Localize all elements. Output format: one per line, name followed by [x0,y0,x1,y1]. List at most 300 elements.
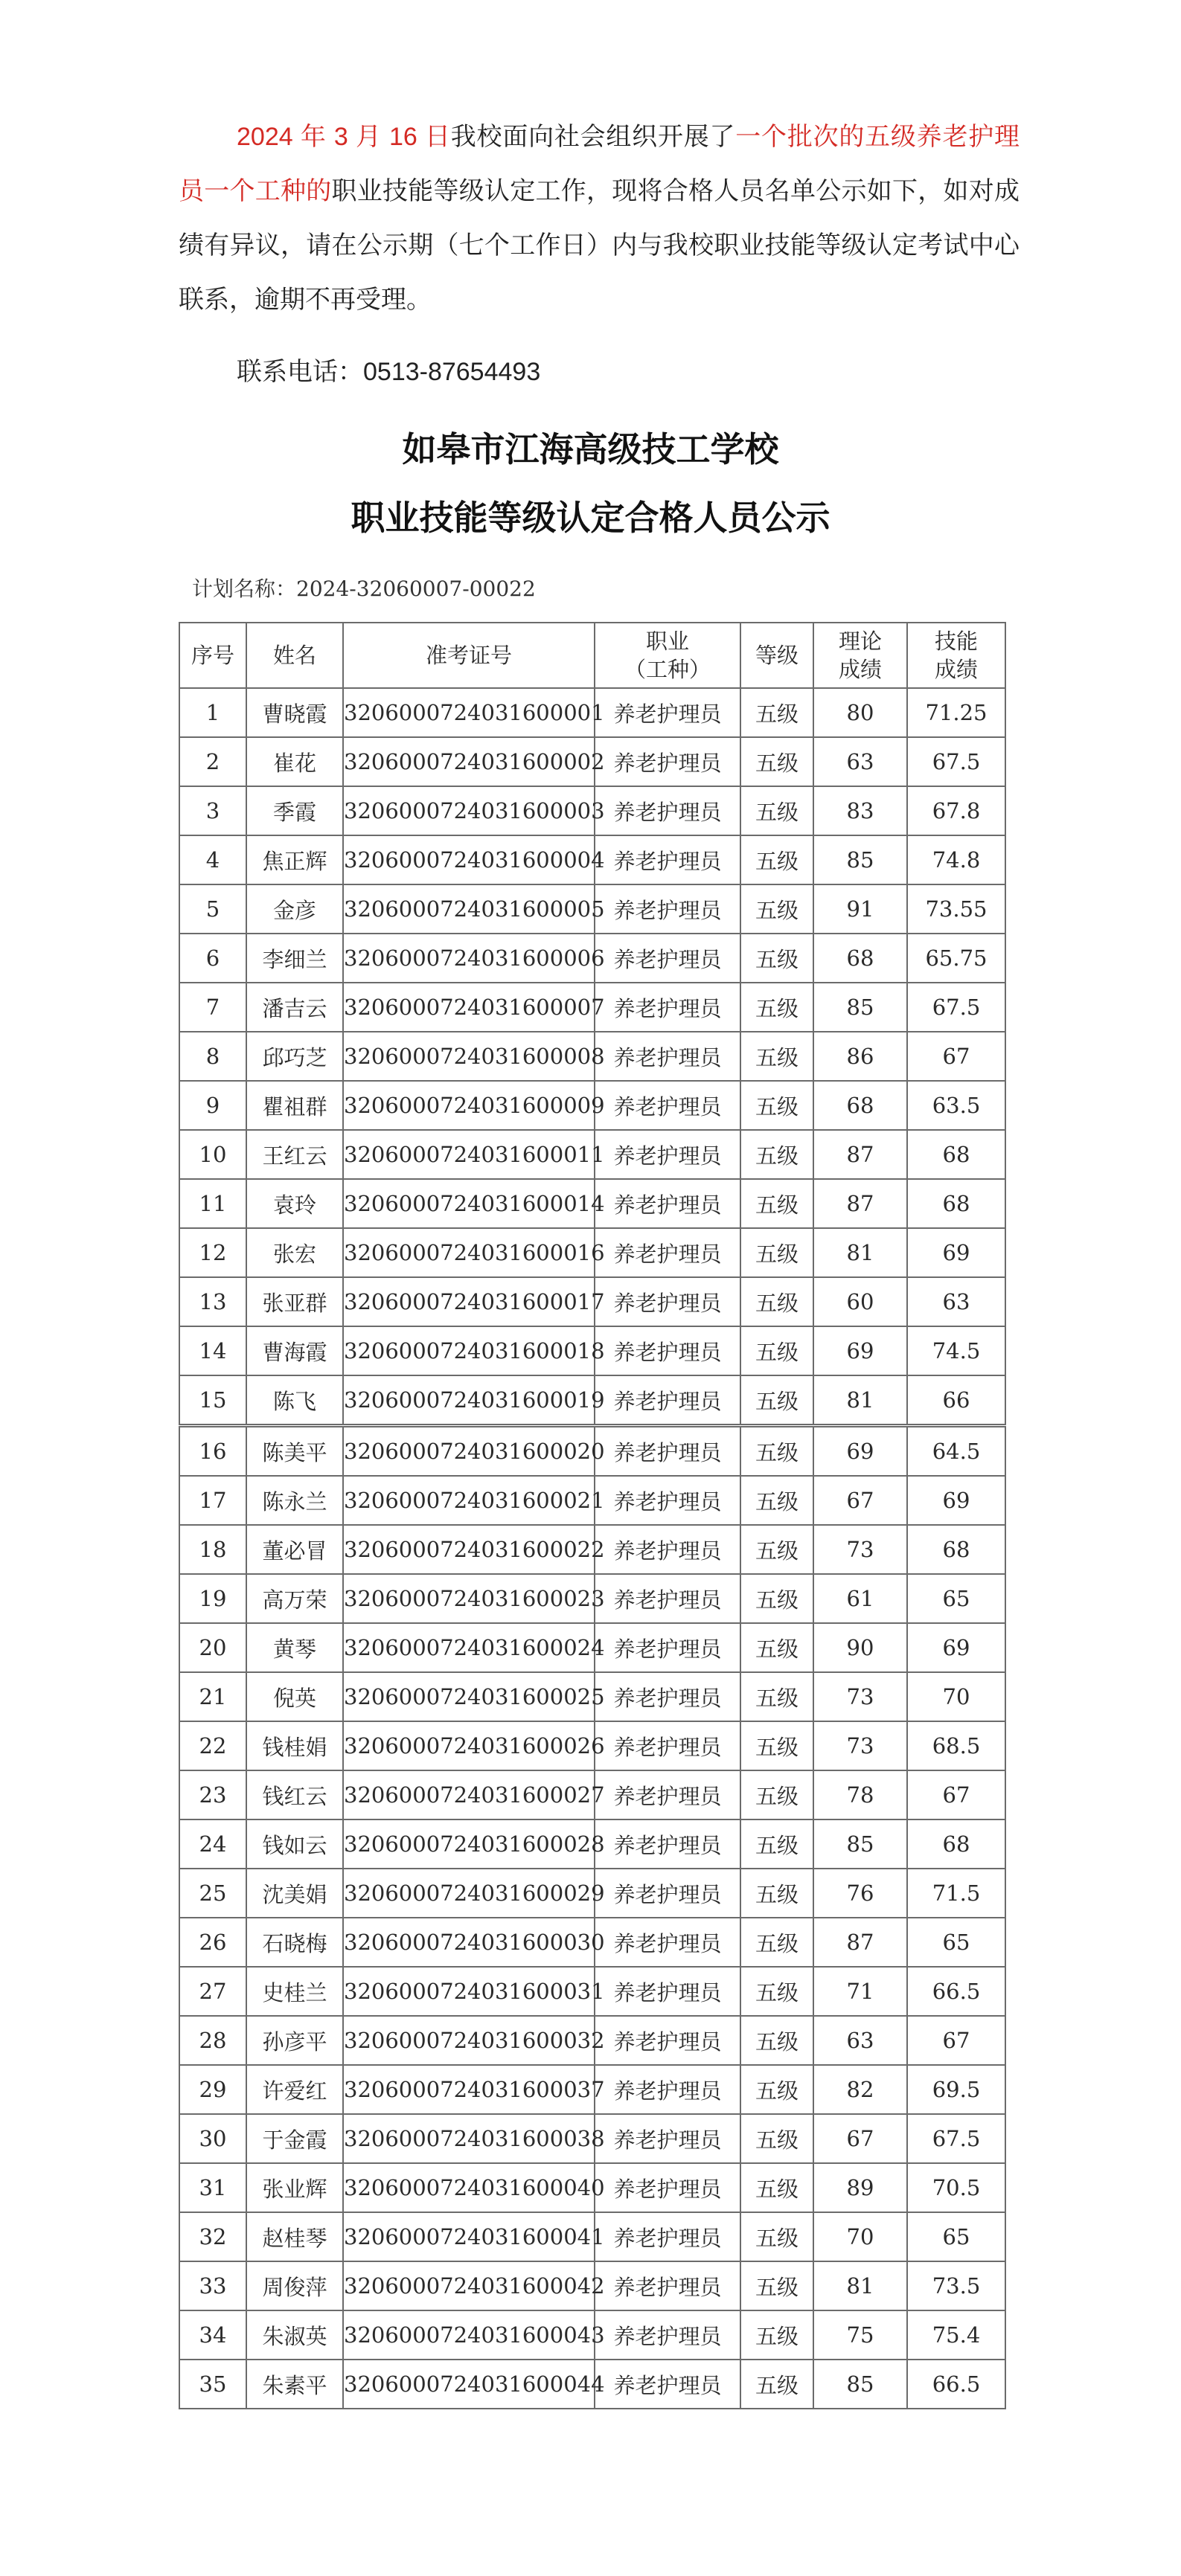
header-name: 姓名 [246,623,343,688]
notice-highlight: 一个批次的五级养老护理员一个工种的 [179,122,1020,206]
cell-occupation: 养老护理员 [595,1918,740,1967]
cell-index: 24 [179,1819,246,1869]
cell-index: 13 [179,1277,246,1326]
cell-index: 15 [179,1375,246,1426]
cell-level: 五级 [740,1081,813,1130]
cell-exam-number: 3206000724031600037 [343,2065,595,2114]
cell-index: 27 [179,1967,246,2016]
cell-skill-score: 67.5 [907,983,1005,1032]
cell-index: 28 [179,2016,246,2065]
cell-occupation: 养老护理员 [595,983,740,1032]
header-level: 等级 [740,623,813,688]
cell-skill-score: 71.25 [907,688,1005,737]
cell-name: 钱如云 [246,1819,343,1869]
cell-theory-score: 81 [813,1375,907,1426]
cell-exam-number: 3206000724031600019 [343,1375,595,1426]
cell-theory-score: 69 [813,1326,907,1375]
cell-occupation: 养老护理员 [595,1672,740,1721]
cell-exam-number: 3206000724031600040 [343,2163,595,2212]
cell-theory-score: 67 [813,2114,907,2163]
cell-exam-number: 3206000724031600027 [343,1770,595,1819]
cell-occupation: 养老护理员 [595,1721,740,1770]
table-row [179,1130,1005,1179]
cell-name: 陈永兰 [246,1476,343,1525]
contact-phone: 0513-87654493 [363,358,541,386]
cell-skill-score: 71.5 [907,1869,1005,1918]
cell-name: 焦正辉 [246,835,343,884]
cell-theory-score: 69 [813,1426,907,1477]
cell-level: 五级 [740,1623,813,1672]
cell-index: 23 [179,1770,246,1819]
cell-index: 21 [179,1672,246,1721]
cell-index: 34 [179,2310,246,2360]
cell-name: 史桂兰 [246,1967,343,2016]
cell-skill-score: 67.5 [907,737,1005,786]
table-row [179,1426,1005,1477]
cell-level: 五级 [740,1967,813,2016]
cell-theory-score: 68 [813,934,907,983]
table-row [179,1770,1005,1819]
cell-skill-score: 67 [907,2016,1005,2065]
cell-level: 五级 [740,1032,813,1081]
cell-theory-score: 70 [813,2212,907,2261]
cell-name: 曹海霞 [246,1326,343,1375]
cell-theory-score: 85 [813,1819,907,1869]
cell-name: 袁玲 [246,1179,343,1228]
cell-index: 5 [179,884,246,934]
table-row [179,884,1005,934]
cell-name: 董必冒 [246,1525,343,1574]
table-row [179,688,1005,737]
cell-level: 五级 [740,2114,813,2163]
header-skill-line2: 成绩 [934,657,978,682]
cell-level: 五级 [740,2360,813,2409]
cell-index: 26 [179,1918,246,1967]
cell-theory-score: 83 [813,786,907,835]
cell-exam-number: 3206000724031600029 [343,1869,595,1918]
table-row [179,1081,1005,1130]
notice-text-2: 职业技能等级认定工作，现将合格人员名单公示如下，如对成绩有异议，请在公示期（七个工作日）内与我校职业技能等级认定考试中心联系，逾期不再受理。 [179,176,1020,315]
cell-exam-number: 3206000724031600011 [343,1130,595,1179]
cell-exam-number: 3206000724031600003 [343,786,595,835]
cell-name: 潘吉云 [246,983,343,1032]
cell-exam-number: 3206000724031600018 [343,1326,595,1375]
cell-occupation: 养老护理员 [595,1770,740,1819]
cell-level: 五级 [740,1819,813,1869]
table-row [179,2261,1005,2310]
cell-theory-score: 73 [813,1525,907,1574]
cell-theory-score: 87 [813,1179,907,1228]
cell-name: 李细兰 [246,934,343,983]
cell-level: 五级 [740,1277,813,1326]
cell-level: 五级 [740,835,813,884]
cell-level: 五级 [740,1721,813,1770]
contact-label: 联系电话： [237,357,363,387]
cell-level: 五级 [740,2163,813,2212]
cell-index: 31 [179,2163,246,2212]
header-skill-score [907,623,1005,688]
contact-line [237,350,540,394]
cell-name: 钱红云 [246,1770,343,1819]
cell-exam-number: 3206000724031600028 [343,1819,595,1869]
cell-occupation: 养老护理员 [595,2114,740,2163]
cell-level: 五级 [740,2016,813,2065]
cell-occupation: 养老护理员 [595,2212,740,2261]
table-row [179,1375,1005,1426]
cell-exam-number: 3206000724031600002 [343,737,595,786]
cell-level: 五级 [740,1375,813,1426]
cell-exam-number: 3206000724031600017 [343,1277,595,1326]
cell-occupation: 养老护理员 [595,1326,740,1375]
cell-occupation: 养老护理员 [595,1228,740,1277]
cell-skill-score: 63 [907,1277,1005,1326]
cell-skill-score: 67.8 [907,786,1005,835]
header-occupation-line1: 职业 [645,629,689,654]
cell-skill-score: 68 [907,1819,1005,1869]
header-skill-line1: 技能 [934,629,978,654]
cell-index: 32 [179,2212,246,2261]
cell-exam-number: 3206000724031600004 [343,835,595,884]
cell-skill-score: 64.5 [907,1426,1005,1477]
cell-skill-score: 65 [907,2212,1005,2261]
cell-skill-score: 63.5 [907,1081,1005,1130]
cell-occupation: 养老护理员 [595,1130,740,1179]
cell-skill-score: 65 [907,1918,1005,1967]
cell-level: 五级 [740,1574,813,1623]
cell-index: 33 [179,2261,246,2310]
cell-name: 钱桂娟 [246,1721,343,1770]
cell-index: 6 [179,934,246,983]
cell-level: 五级 [740,2065,813,2114]
cell-exam-number: 3206000724031600016 [343,1228,595,1277]
table-header-row [179,623,1005,688]
table-row [179,1623,1005,1672]
table-row [179,1525,1005,1574]
cell-name: 陈美平 [246,1426,343,1477]
cell-theory-score: 85 [813,835,907,884]
table-row [179,1476,1005,1525]
cell-theory-score: 85 [813,2360,907,2409]
cell-index: 7 [179,983,246,1032]
cell-theory-score: 68 [813,1081,907,1130]
cell-level: 五级 [740,983,813,1032]
header-occupation-line2: （工种） [624,657,711,682]
cell-level: 五级 [740,1326,813,1375]
cell-name: 赵桂琴 [246,2212,343,2261]
cell-name: 黄琴 [246,1623,343,1672]
plan-name: 计划名称：2024-32060007-00022 [192,576,536,601]
cell-name: 孙彦平 [246,2016,343,2065]
cell-index: 18 [179,1525,246,1574]
cell-exam-number: 3206000724031600043 [343,2310,595,2360]
cell-skill-score: 65.75 [907,934,1005,983]
cell-occupation: 养老护理员 [595,786,740,835]
cell-theory-score: 91 [813,884,907,934]
cell-theory-score: 67 [813,1476,907,1525]
cell-index: 11 [179,1179,246,1228]
table-row [179,1967,1005,2016]
table-row [179,1032,1005,1081]
cell-index: 3 [179,786,246,835]
cell-name: 朱淑英 [246,2310,343,2360]
cell-level: 五级 [740,1869,813,1918]
cell-occupation: 养老护理员 [595,1476,740,1525]
header-index: 序号 [179,623,246,688]
table-row [179,2114,1005,2163]
cell-theory-score: 75 [813,2310,907,2360]
cell-occupation: 养老护理员 [595,1277,740,1326]
cell-exam-number: 3206000724031600030 [343,1918,595,1967]
cell-exam-number: 3206000724031600031 [343,1967,595,2016]
cell-level: 五级 [740,1130,813,1179]
cell-skill-score: 66 [907,1375,1005,1426]
cell-occupation: 养老护理员 [595,737,740,786]
cell-skill-score: 69 [907,1228,1005,1277]
cell-exam-number: 3206000724031600020 [343,1426,595,1477]
table-row [179,1277,1005,1326]
table-row [179,1869,1005,1918]
cell-level: 五级 [740,786,813,835]
cell-index: 20 [179,1623,246,1672]
cell-skill-score: 67.5 [907,2114,1005,2163]
notice-paragraph [179,110,1020,327]
cell-occupation: 养老护理员 [595,688,740,737]
cell-index: 17 [179,1476,246,1525]
table-row [179,983,1005,1032]
cell-theory-score: 80 [813,688,907,737]
cell-skill-score: 69.5 [907,2065,1005,2114]
cell-name: 许爱红 [246,2065,343,2114]
cell-index: 1 [179,688,246,737]
cell-exam-number: 3206000724031600007 [343,983,595,1032]
table-row [179,737,1005,786]
cell-name: 张宏 [246,1228,343,1277]
table-row [179,2163,1005,2212]
cell-skill-score: 74.8 [907,835,1005,884]
cell-theory-score: 73 [813,1721,907,1770]
cell-exam-number: 3206000724031600041 [343,2212,595,2261]
cell-index: 14 [179,1326,246,1375]
cell-theory-score: 71 [813,1967,907,2016]
cell-level: 五级 [740,688,813,737]
notice-date: 2024 年 3 月 16 日 [237,123,451,151]
cell-exam-number: 3206000724031600006 [343,934,595,983]
table-row [179,2016,1005,2065]
cell-theory-score: 86 [813,1032,907,1081]
cell-occupation: 养老护理员 [595,1032,740,1081]
cell-exam-number: 3206000724031600026 [343,1721,595,1770]
cell-exam-number: 3206000724031600001 [343,688,595,737]
table-row [179,1672,1005,1721]
cell-name: 曹晓霞 [246,688,343,737]
cell-theory-score: 61 [813,1574,907,1623]
cell-theory-score: 87 [813,1130,907,1179]
cell-skill-score: 70 [907,1672,1005,1721]
cell-level: 五级 [740,2261,813,2310]
cell-theory-score: 63 [813,2016,907,2065]
cell-occupation: 养老护理员 [595,1574,740,1623]
cell-name: 石晓梅 [246,1918,343,1967]
cell-theory-score: 63 [813,737,907,786]
cell-occupation: 养老护理员 [595,2016,740,2065]
cell-occupation: 养老护理员 [595,934,740,983]
cell-exam-number: 3206000724031600023 [343,1574,595,1623]
cell-theory-score: 85 [813,983,907,1032]
cell-level: 五级 [740,1426,813,1477]
cell-theory-score: 81 [813,1228,907,1277]
cell-skill-score: 65 [907,1574,1005,1623]
cell-index: 19 [179,1574,246,1623]
cell-name: 季霞 [246,786,343,835]
table-row [179,1918,1005,1967]
cell-index: 9 [179,1081,246,1130]
cell-occupation: 养老护理员 [595,1081,740,1130]
cell-skill-score: 68 [907,1525,1005,1574]
cell-index: 16 [179,1426,246,1477]
cell-name: 朱素平 [246,2360,343,2409]
cell-skill-score: 73.55 [907,884,1005,934]
table-row [179,2360,1005,2409]
header-exam-number: 准考证号 [343,623,595,688]
cell-exam-number: 3206000724031600024 [343,1623,595,1672]
cell-skill-score: 66.5 [907,1967,1005,2016]
cell-exam-number: 3206000724031600008 [343,1032,595,1081]
table-row [179,2065,1005,2114]
cell-name: 于金霞 [246,2114,343,2163]
cell-index: 10 [179,1130,246,1179]
notice-text-1: 我校面向社会组织开展了 [450,122,736,152]
cell-skill-score: 66.5 [907,2360,1005,2409]
cell-name: 崔花 [246,737,343,786]
cell-skill-score: 70.5 [907,2163,1005,2212]
cell-skill-score: 68 [907,1130,1005,1179]
table-row [179,2310,1005,2360]
cell-theory-score: 89 [813,2163,907,2212]
table-row [179,934,1005,983]
table-row [179,786,1005,835]
cell-exam-number: 3206000724031600022 [343,1525,595,1574]
cell-level: 五级 [740,1770,813,1819]
cell-index: 2 [179,737,246,786]
cell-name: 邱巧芝 [246,1032,343,1081]
cell-occupation: 养老护理员 [595,1967,740,2016]
cell-level: 五级 [740,1228,813,1277]
table-row [179,2212,1005,2261]
header-theory-line2: 成绩 [838,657,882,682]
cell-skill-score: 74.5 [907,1326,1005,1375]
cell-theory-score: 87 [813,1918,907,1967]
cell-occupation: 养老护理员 [595,1179,740,1228]
table-row [179,1721,1005,1770]
cell-level: 五级 [740,737,813,786]
cell-name: 倪英 [246,1672,343,1721]
cell-index: 4 [179,835,246,884]
cell-name: 沈美娟 [246,1869,343,1918]
cell-index: 22 [179,1721,246,1770]
cell-level: 五级 [740,934,813,983]
cell-index: 8 [179,1032,246,1081]
cell-exam-number: 3206000724031600038 [343,2114,595,2163]
cell-skill-score: 67 [907,1770,1005,1819]
cell-index: 25 [179,1869,246,1918]
cell-skill-score: 75.4 [907,2310,1005,2360]
header-theory-line1: 理论 [838,629,882,654]
cell-exam-number: 3206000724031600005 [343,884,595,934]
cell-occupation: 养老护理员 [595,2310,740,2360]
cell-level: 五级 [740,1918,813,1967]
cell-name: 张业辉 [246,2163,343,2212]
cell-theory-score: 78 [813,1770,907,1819]
cell-theory-score: 60 [813,1277,907,1326]
results-table [179,622,1006,2409]
cell-occupation: 养老护理员 [595,2261,740,2310]
table-row [179,835,1005,884]
cell-level: 五级 [740,2310,813,2360]
cell-index: 12 [179,1228,246,1277]
cell-name: 金彦 [246,884,343,934]
cell-exam-number: 3206000724031600044 [343,2360,595,2409]
cell-index: 35 [179,2360,246,2409]
cell-name: 王红云 [246,1130,343,1179]
cell-index: 30 [179,2114,246,2163]
cell-level: 五级 [740,1179,813,1228]
cell-occupation: 养老护理员 [595,884,740,934]
cell-skill-score: 68 [907,1179,1005,1228]
cell-occupation: 养老护理员 [595,2065,740,2114]
table-row [179,1819,1005,1869]
cell-occupation: 养老护理员 [595,2360,740,2409]
cell-theory-score: 73 [813,1672,907,1721]
table-row [179,1326,1005,1375]
table-row [179,1574,1005,1623]
cell-occupation: 养老护理员 [595,1426,740,1477]
cell-occupation: 养老护理员 [595,1819,740,1869]
cell-level: 五级 [740,1476,813,1525]
cell-occupation: 养老护理员 [595,1869,740,1918]
cell-exam-number: 3206000724031600021 [343,1476,595,1525]
cell-exam-number: 3206000724031600009 [343,1081,595,1130]
cell-theory-score: 76 [813,1869,907,1918]
cell-exam-number: 3206000724031600025 [343,1672,595,1721]
cell-occupation: 养老护理员 [595,1525,740,1574]
cell-level: 五级 [740,2212,813,2261]
announcement-title: 职业技能等级认定合格人员公示 [351,498,830,538]
cell-occupation: 养老护理员 [595,1375,740,1426]
cell-theory-score: 90 [813,1623,907,1672]
table-row [179,1179,1005,1228]
cell-name: 瞿祖群 [246,1081,343,1130]
header-occupation [595,623,740,688]
results-table-container [179,622,1005,2409]
header-theory-score [813,623,907,688]
cell-skill-score: 69 [907,1476,1005,1525]
school-name-title: 如皋市江海高级技工学校 [402,429,779,469]
table-row [179,1228,1005,1277]
cell-name: 张亚群 [246,1277,343,1326]
cell-occupation: 养老护理员 [595,1623,740,1672]
cell-name: 陈飞 [246,1375,343,1426]
cell-level: 五级 [740,1525,813,1574]
cell-level: 五级 [740,884,813,934]
cell-skill-score: 68.5 [907,1721,1005,1770]
cell-name: 周俊萍 [246,2261,343,2310]
cell-occupation: 养老护理员 [595,2163,740,2212]
cell-skill-score: 69 [907,1623,1005,1672]
cell-skill-score: 73.5 [907,2261,1005,2310]
cell-exam-number: 3206000724031600014 [343,1179,595,1228]
cell-theory-score: 81 [813,2261,907,2310]
cell-skill-score: 67 [907,1032,1005,1081]
